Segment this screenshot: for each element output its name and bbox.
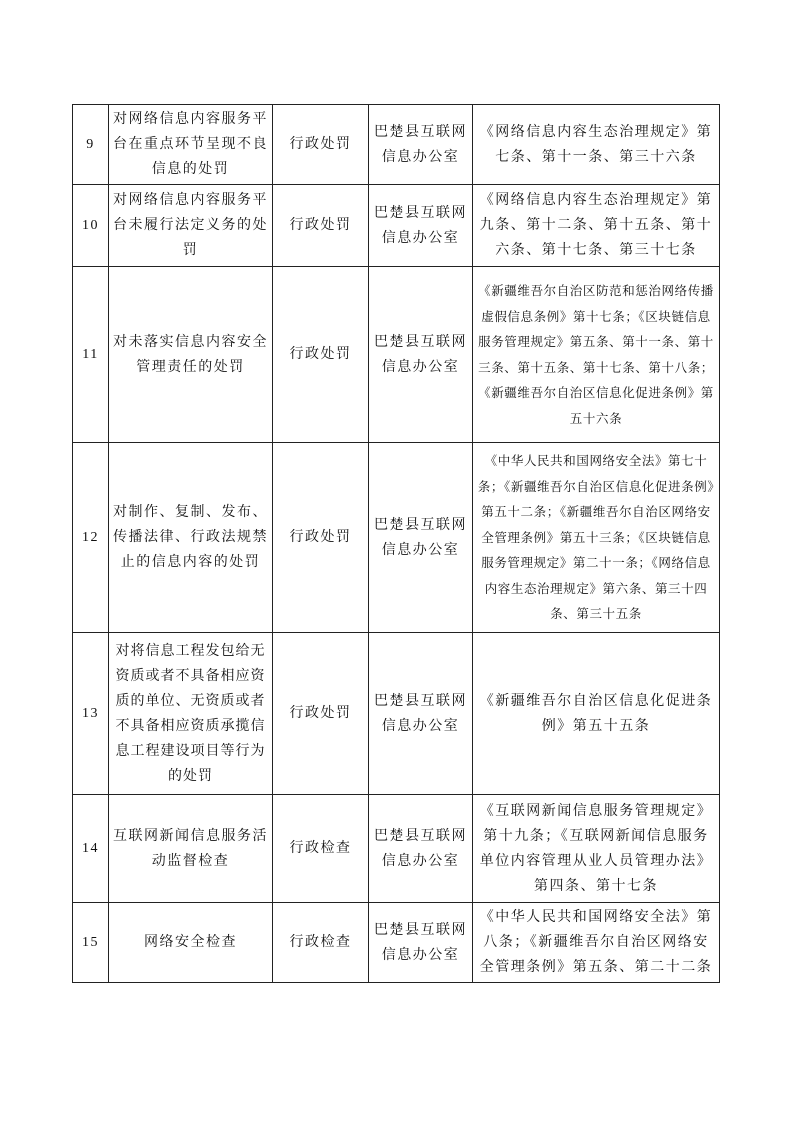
item-name: 互联网新闻信息服务活动监督检查 bbox=[109, 795, 273, 903]
row-number: 10 bbox=[73, 185, 109, 267]
legal-basis: 《网络信息内容生态治理规定》第七条、第十一条、第三十六条 bbox=[473, 105, 720, 185]
row-number: 14 bbox=[73, 795, 109, 903]
legal-basis: 《新疆维吾尔自治区信息化促进条例》第五十五条 bbox=[473, 633, 720, 795]
implementing-department: 巴楚县互联网信息办公室 bbox=[369, 105, 473, 185]
implementing-department: 巴楚县互联网信息办公室 bbox=[369, 443, 473, 633]
item-type: 行政处罚 bbox=[273, 443, 369, 633]
implementing-department: 巴楚县互联网信息办公室 bbox=[369, 795, 473, 903]
legal-basis: 《新疆维吾尔自治区防范和惩治网络传播虚假信息条例》第十七条；《区块链信息服务管理规定》第五条、第十一条、第十三条、第十五条、第十七条、第十八条；《新疆维吾尔自治区信息化促进条例》第五十六条 bbox=[473, 267, 720, 443]
row-number: 11 bbox=[73, 267, 109, 443]
table-row bbox=[73, 185, 720, 267]
table-row bbox=[73, 443, 720, 633]
item-name: 对制作、复制、发布、传播法律、行政法规禁止的信息内容的处罚 bbox=[109, 443, 273, 633]
legal-basis: 《互联网新闻信息服务管理规定》第十九条；《互联网新闻信息服务单位内容管理从业人员管理办法》第四条、第十七条 bbox=[473, 795, 720, 903]
table-row bbox=[73, 105, 720, 185]
implementing-department: 巴楚县互联网信息办公室 bbox=[369, 185, 473, 267]
row-number: 9 bbox=[73, 105, 109, 185]
implementing-department: 巴楚县互联网信息办公室 bbox=[369, 633, 473, 795]
item-type: 行政处罚 bbox=[273, 633, 369, 795]
item-type: 行政处罚 bbox=[273, 267, 369, 443]
table-row bbox=[73, 633, 720, 795]
item-type: 行政处罚 bbox=[273, 185, 369, 267]
item-name: 对将信息工程发包给无资质或者不具备相应资质的单位、无资质或者不具备相应资质承揽信息工程建设项目等行为的处罚 bbox=[109, 633, 273, 795]
item-type: 行政处罚 bbox=[273, 105, 369, 185]
table-row bbox=[73, 903, 720, 983]
item-name: 对网络信息内容服务平台未履行法定义务的处罚 bbox=[109, 185, 273, 267]
legal-basis: 《中华人民共和国网络安全法》第八条；《新疆维吾尔自治区网络安全管理条例》第五条、第二十二条 bbox=[473, 903, 720, 983]
item-type: 行政检查 bbox=[273, 795, 369, 903]
item-name: 网络安全检查 bbox=[109, 903, 273, 983]
legal-basis: 《网络信息内容生态治理规定》第九条、第十二条、第十五条、第十六条、第十七条、第三十七条 bbox=[473, 185, 720, 267]
row-number: 13 bbox=[73, 633, 109, 795]
row-number: 15 bbox=[73, 903, 109, 983]
item-type: 行政检查 bbox=[273, 903, 369, 983]
item-name: 对网络信息内容服务平台在重点环节呈现不良信息的处罚 bbox=[109, 105, 273, 185]
implementing-department: 巴楚县互联网信息办公室 bbox=[369, 903, 473, 983]
legal-basis: 《中华人民共和国网络安全法》第七十条；《新疆维吾尔自治区信息化促进条例》第五十二条；《新疆维吾尔自治区网络安全管理条例》第五十三条；《区块链信息服务管理规定》第二十一条；《网络信息内容生态治理规定》第六条、第三十四条、第三十五条 bbox=[473, 443, 720, 633]
table-row bbox=[73, 267, 720, 443]
implementing-department: 巴楚县互联网信息办公室 bbox=[369, 267, 473, 443]
table-row bbox=[73, 795, 720, 903]
item-name: 对未落实信息内容安全管理责任的处罚 bbox=[109, 267, 273, 443]
power-list-table bbox=[72, 104, 720, 983]
row-number: 12 bbox=[73, 443, 109, 633]
